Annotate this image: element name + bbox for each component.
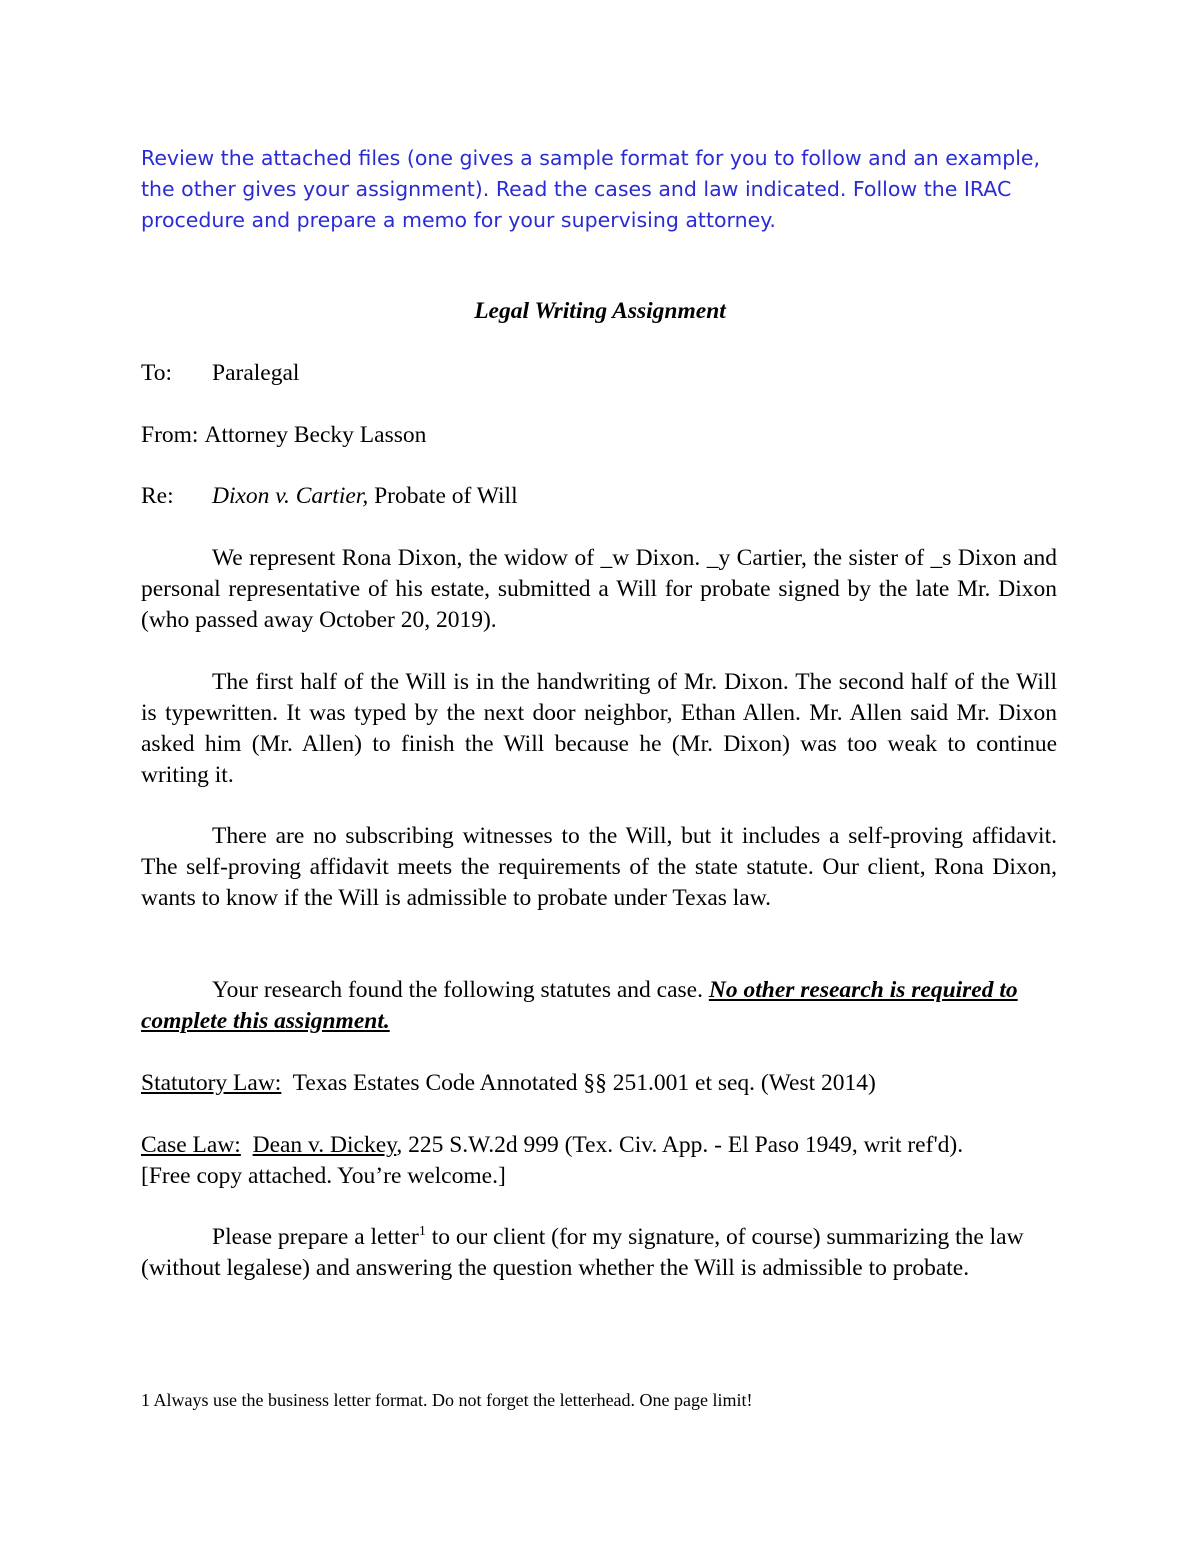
case-law-note: [Free copy attached. You’re welcome.] [141, 1163, 506, 1189]
memo-to-value: Paralegal [212, 360, 300, 386]
case-law-label: Case Law: [141, 1132, 241, 1158]
memo-to-label: To: [141, 360, 172, 386]
assignment-instructions: Review the attached files (one gives a sample format for you to follow and an example, the other gives your assignment). Read the cases and law indicated. Follow the IRAC procedure and prepare a memo for your supervising attorney. [141, 146, 1041, 232]
statutory-law-label: Statutory Law: [141, 1070, 282, 1096]
memo-re-case: Dixon v. Cartier, [212, 483, 369, 509]
case-law-name: Dean v. Dickey [252, 1132, 397, 1158]
memo-to-line [141, 358, 299, 389]
memo-re-subject: Probate of Will [368, 483, 518, 509]
memo-re-label: Re: [141, 483, 174, 509]
request-text-before: Please prepare a letter [212, 1224, 419, 1250]
memo-from-line [141, 420, 426, 451]
footnote-reference: 1 [418, 1224, 426, 1240]
paragraph-facts-parties: We represent Rona Dixon, the widow of _w Dixon. _y Cartier, the sister of _s Dixon and personal representative of his estate, submitted a Will for probate signed by the late Mr. Dixon (who passed away October 20, 2019). [141, 545, 1057, 633]
paragraph-facts-will: The first half of the Will is in the handwriting of Mr. Dixon. The second half of the Will is typewritten. It was typed by the next door neighbor, Ethan Allen. Mr. Allen said Mr. Dixon asked him (Mr. Allen) to finish the Will because he (Mr. Dixon) was too weak to continue writing it. [141, 669, 1057, 788]
memo-from-label: From: [141, 422, 199, 448]
memo-from-value: Attorney Becky Lasson [204, 422, 427, 448]
research-text: Your research found the following statutes and case. [212, 977, 709, 1003]
case-law-citation: , 225 S.W.2d 999 (Tex. Civ. App. - El Paso 1949, writ ref'd). [396, 1132, 964, 1158]
paragraph-research [141, 975, 1057, 1037]
request-text-after: to our client (for my signature, of course) summarizing the law (without legalese) and answering the question whether the Will is admissible to probate. [141, 1224, 1024, 1281]
footnote: 1 Always use the business letter format. Do not forget the letterhead. One page limit! [141, 1390, 753, 1410]
statutory-law-line [141, 1068, 876, 1099]
paragraph-request [141, 1222, 1047, 1284]
case-law-block [141, 1130, 1057, 1192]
paragraph-facts-affidavit: There are no subscribing witnesses to the Will, but it includes a self-proving affidavit. The self-proving affidavit meets the requirements of the state statute. Our client, Rona Dixon, wants to know if the Will is admissible to probate under Texas law. [141, 823, 1057, 911]
research-emphasis: No other research is required to complete this assignment. [141, 977, 1018, 1034]
memo-re-line [141, 481, 518, 512]
statutory-law-citation: Texas Estates Code Annotated §§ 251.001 et seq. (West 2014) [281, 1070, 876, 1096]
page-title: Legal Writing Assignment [474, 298, 726, 324]
